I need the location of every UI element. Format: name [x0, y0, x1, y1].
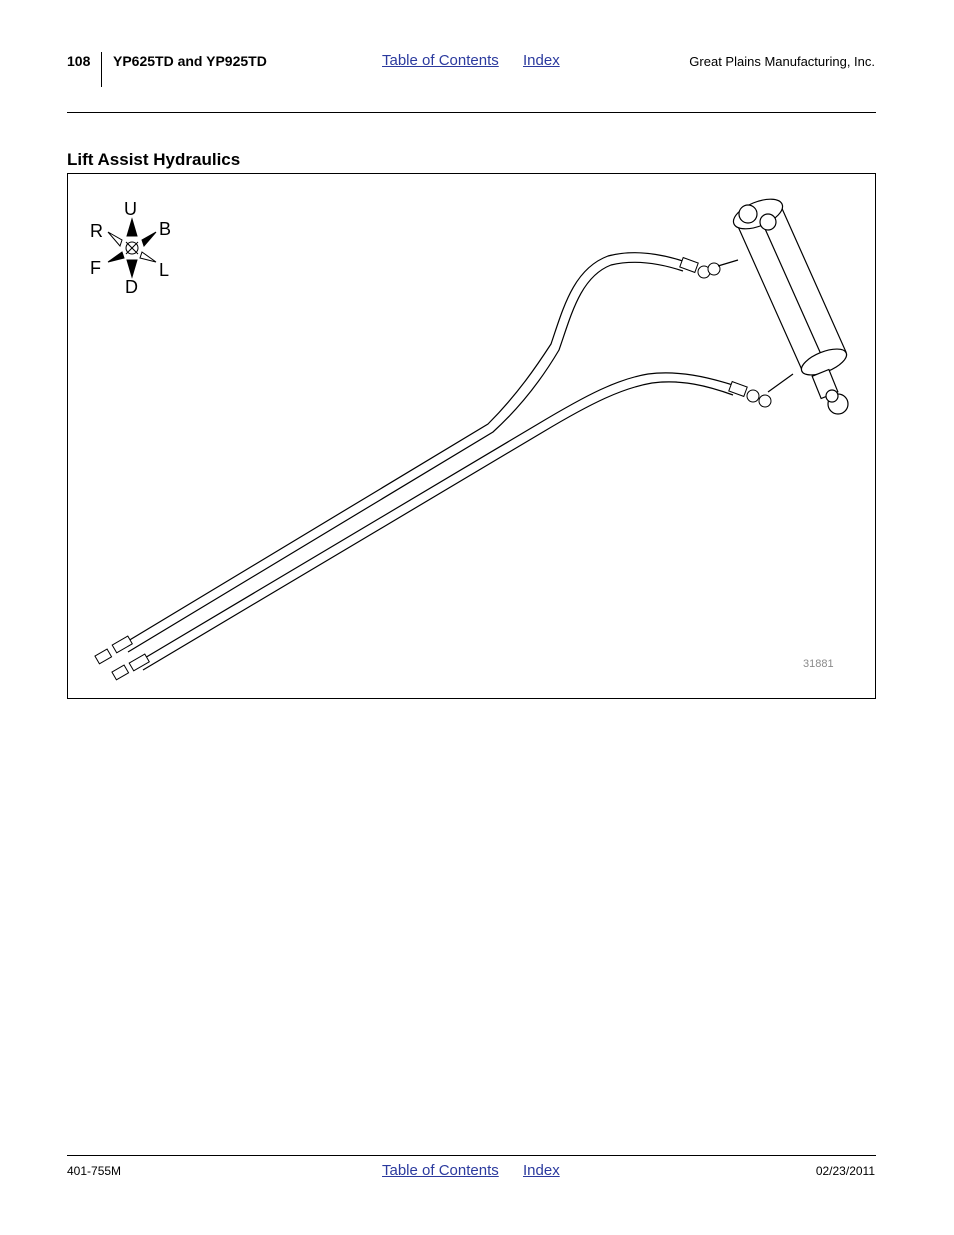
compass-label-r: R	[90, 221, 103, 241]
document-title: YP625TD and YP925TD	[113, 53, 267, 69]
section-title: Lift Assist Hydraulics	[67, 150, 241, 169]
compass-label-l: L	[159, 260, 170, 280]
compass-arrow-front	[108, 252, 124, 262]
part-number: 401-755M	[67, 1164, 122, 1178]
footer-index-link[interactable]: Index	[523, 1162, 560, 1179]
figure-id: 31881	[803, 658, 834, 670]
company-name: Great Plains Manufacturing, Inc.	[689, 54, 875, 69]
compass-arrow-left	[140, 252, 156, 262]
table-of-contents-link[interactable]: Table of Contents	[382, 52, 499, 69]
compass-arrow-rear	[108, 232, 122, 246]
hydraulics-figure	[67, 173, 876, 699]
publication-date: 02/23/2011	[815, 1164, 875, 1178]
index-link[interactable]: Index	[523, 52, 560, 69]
compass-arrow-down	[127, 260, 137, 277]
compass-label-f: F	[90, 258, 101, 278]
upper-hose	[123, 253, 686, 652]
header-divider	[101, 52, 102, 87]
compass-arrow-back	[142, 232, 156, 246]
upper-hose-fitting	[680, 258, 720, 278]
footer-table-of-contents-link[interactable]: Table of Contents	[382, 1162, 499, 1179]
hydraulic-cylinder	[718, 193, 850, 414]
compass-label-u: U	[124, 199, 137, 219]
compass-label-d: D	[125, 277, 138, 297]
footer-rule	[67, 1155, 876, 1156]
compass-label-b: B	[159, 219, 172, 239]
lower-hose-fitting	[729, 382, 771, 407]
hose-end-fittings	[95, 636, 149, 680]
hydraulics-illustration	[68, 174, 875, 698]
header-rule	[67, 112, 876, 113]
page-number: 108	[67, 53, 91, 69]
lower-hose	[138, 373, 736, 670]
compass-arrow-up	[127, 219, 137, 236]
compass-rose	[108, 219, 156, 277]
